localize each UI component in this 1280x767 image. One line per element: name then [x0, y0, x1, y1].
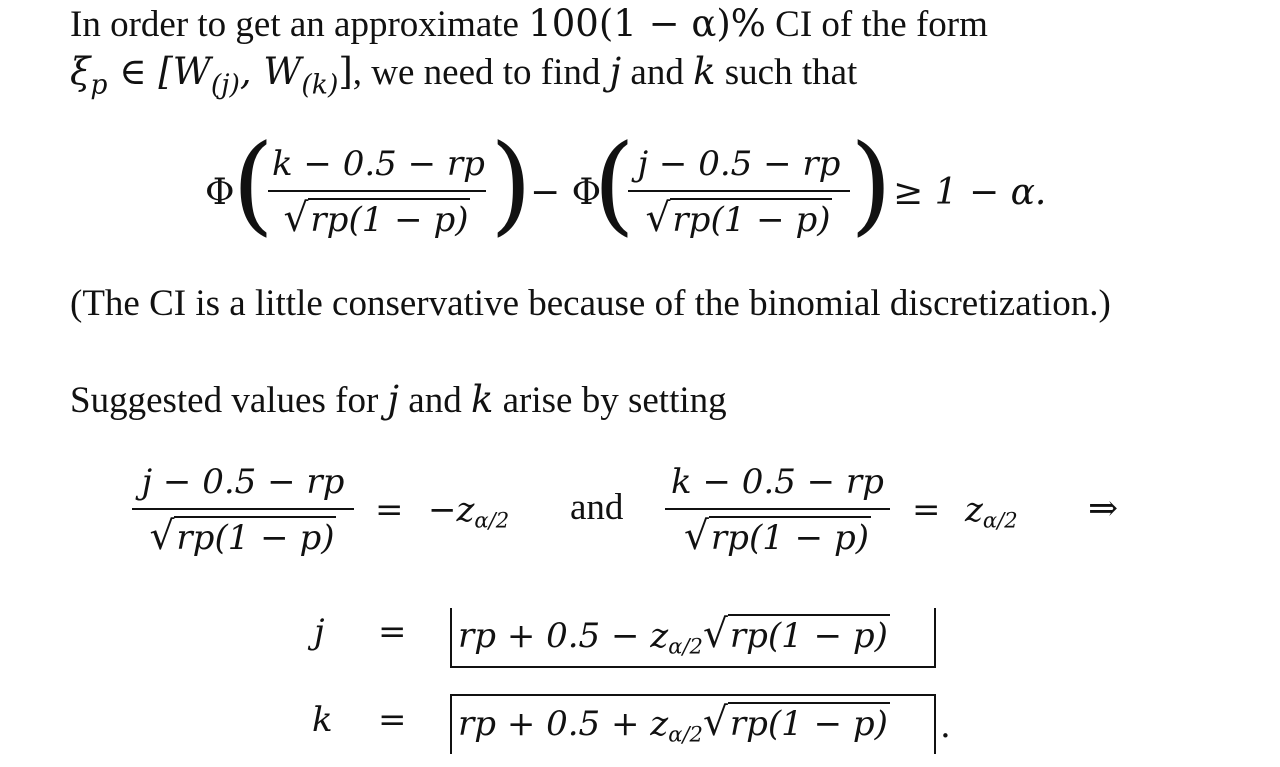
inequality-rhs: ≥ 1 − α. [893, 172, 1047, 213]
j-lhs: j [314, 612, 325, 652]
intro-line-2-text: , we need to find [352, 52, 610, 93]
interval-open: ∈ [W [107, 50, 211, 93]
fraction-k-denominator: rp(1 − p) [310, 200, 469, 240]
k-period: . [940, 706, 951, 746]
alpha-half-subscript: α/2 [474, 507, 510, 533]
phi-symbol-1: Φ [205, 172, 235, 213]
sqrt-symbol: √rp(1 − p) [702, 700, 888, 745]
right-paren-1: ) [490, 122, 533, 247]
fraction-right-numerator: k − 0.5 − rp [671, 462, 884, 502]
neg-z-alpha [428, 490, 509, 532]
suggested-text: Suggested values for [70, 380, 388, 421]
var-k: k [693, 50, 716, 93]
suggested-text-tail: arise by setting [493, 380, 727, 421]
alpha-half-subscript: α/2 [668, 633, 703, 659]
k-equals: = [378, 700, 407, 740]
alpha-half-subscript: α/2 [668, 721, 703, 747]
intro-text: In order to get an approximate [70, 4, 529, 45]
fraction-k-numerator: k − 0.5 − rp [272, 144, 485, 184]
j-expr-main: rp + 0.5 − z [458, 616, 669, 656]
k-root-content: rp(1 − p) [729, 704, 888, 744]
interval-mid: , W [239, 50, 302, 93]
conservative-note: (The CI is a little conservative because of the binomial discretization.) [70, 283, 1111, 324]
left-paren-1: ( [232, 122, 275, 247]
left-paren-2: ( [593, 122, 636, 247]
order-stat-j-subscript: (j) [210, 69, 240, 101]
right-paren-2: ) [850, 122, 893, 247]
fraction-left-denominator: rp(1 − p) [176, 518, 335, 558]
var-j: j [387, 378, 400, 421]
fraction-k [268, 144, 486, 241]
sqrt-symbol: √rp(1 − p) [283, 196, 469, 241]
equals-right: = [912, 490, 941, 530]
sqrt-symbol: √rp(1 − p) [149, 514, 335, 559]
fraction-j-denominator: rp(1 − p) [672, 200, 831, 240]
intro-line-2 [70, 50, 857, 107]
z-alpha [965, 490, 1018, 532]
k-expression [458, 700, 890, 746]
fraction-left [132, 462, 354, 559]
sqrt-symbol: √rp(1 − p) [645, 196, 831, 241]
suggested-values-line [70, 378, 727, 423]
fraction-j [628, 144, 850, 241]
k-lhs: k [312, 700, 333, 740]
intro-text-tail: CI of the form [765, 4, 988, 45]
order-stat-k-subscript: (k) [301, 69, 339, 101]
sqrt-symbol: √rp(1 − p) [684, 514, 869, 559]
and-text: and [621, 52, 694, 93]
var-k: k [470, 378, 494, 421]
xi-subscript: p [90, 69, 108, 101]
fraction-left-numerator: j − 0.5 − rp [141, 462, 345, 502]
equals-left: = [375, 490, 404, 530]
interval-close: ] [338, 50, 353, 93]
and-text: and [399, 380, 471, 421]
j-expression [458, 612, 890, 658]
fraction-right-denominator: rp(1 − p) [710, 518, 869, 558]
z: z [965, 490, 983, 530]
confidence-level-expression: 100(1 − α)% [528, 2, 766, 45]
j-root-content: rp(1 − p) [729, 616, 888, 656]
neg-z: −z [428, 490, 475, 530]
xi-symbol: ξ [70, 50, 91, 93]
intro-line-1 [70, 2, 988, 47]
var-j: j [609, 50, 622, 93]
sqrt-symbol: √rp(1 − p) [702, 612, 888, 657]
alpha-half-subscript: α/2 [982, 507, 1018, 533]
fraction-j-numerator: j − 0.5 − rp [637, 144, 841, 184]
j-equals: = [378, 612, 407, 652]
and-word: and [570, 487, 624, 528]
intro-line-2-tail: such that [715, 52, 858, 93]
implies-arrow: ⇒ [1088, 488, 1119, 529]
k-expr-main: rp + 0.5 + z [458, 704, 669, 744]
fraction-right [665, 462, 890, 559]
minus-phi: − Φ [530, 172, 602, 213]
